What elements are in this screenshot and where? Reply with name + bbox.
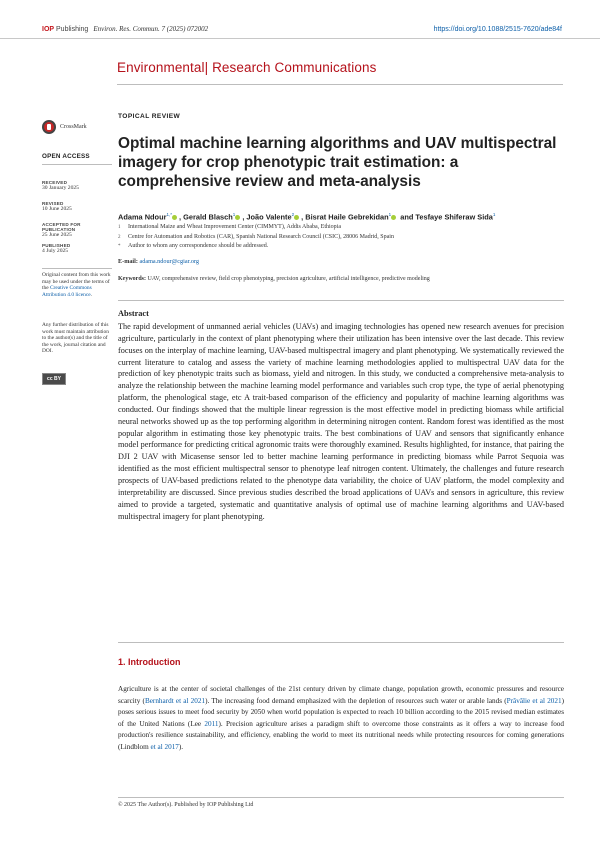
cc-by-icon[interactable]: cc BY: [42, 373, 66, 385]
crossmark-icon: [42, 120, 56, 134]
affiliations: [118, 223, 564, 252]
email-link[interactable]: adama.ndour@cgiar.org: [139, 258, 200, 265]
orcid-icon[interactable]: [391, 215, 396, 220]
keywords: Keywords: UAV, comprehensive review, field crop phenotyping, precision agriculture, artificial intelligence, predictive modeling: [118, 276, 430, 282]
abstract-heading: Abstract: [118, 309, 149, 318]
iop-publishing-logo: IOP Publishing: [42, 26, 89, 33]
license-statement: Original content from this work may be used under the terms of the Creative Commons Attribution 4.0 licence.: [42, 272, 111, 298]
history-published: PUBLISHED 4 July 2025: [42, 243, 71, 254]
affiliation: * Author to whom any correspondence should be addressed.: [118, 243, 269, 250]
article-type: TOPICAL REVIEW: [118, 113, 181, 120]
citation-link[interactable]: et al 2017: [150, 742, 179, 751]
corresponding-email: E-mail: adama.ndour@cgiar.org: [118, 258, 200, 265]
abstract-text: The rapid development of unmanned aerial vehicles (UAVs) and imaging technologies has opened new research avenues for precision agriculture, particularly in the context of plant phenotyping where their utilization has been intensive over the last decade. This review focuses on the interplay of machine learning, UAV-based multispectral imagery and plant phenotyping. We systematically reviewed the current literature to catalog and assess the variety of machine learning methodologies applied to multispectral UAV data for the prediction of key phenotypic traits such as biomass, yield and nitrogen. In this study, we conducted a comprehensive meta-analysis to analyze the relationship between the machine learning model performance and variables such crop type, the type of aerial phenotyping platform, the phenological stage, etc A trait-based comparison of the efficiency and popularity of machine learning algorithms was conducted. Our findings showed that the multiple linear regression is the most effective model in predicting biomass while artificial neural networks showed up as the top performing algorithm in determining nitrogen content. Random forest was identified as the most popular algorithm in estimating those key phenotypic traits. The best combinations of UAV and sensors that significantly enhance model performance for predicting critical agronomic traits were thoroughly examined. Results highlighted, for instance, that pairing the DJI 2 UAV with Micasense sensor led to better machine learning performance in predicting biomass while Parrot Sequoia was identified as the most efficient multispectral sensor to phenotype leaf nitrogen content. Ultimately, the challenges and future research prospects of UAV-based predictions related to the phenotype data variability, the choice of UAV platform, the model complexity and interpretability are discussed. Since previous studies described the broad applications of UAVs and sensors in agriculture, this review aimed to provide a targeted, systematic and quantitative analysis of optimal use of machine learning algorithms and UAV-based multispectral imagery for plant phenotyping.: [118, 322, 564, 521]
orcid-icon[interactable]: [235, 215, 240, 220]
section-heading-introduction: 1. Introduction: [118, 657, 181, 667]
author: Tesfaye Shiferaw Sida: [415, 212, 493, 222]
affiliation: 2 Centre for Automation and Robotics (CAR), Spanish National Research Council (CSIC), 28006 Madrid, Spain: [118, 233, 394, 240]
history-received: RECEIVED 30 January 2025: [42, 180, 79, 191]
sidebar-divider: [42, 164, 112, 165]
article-title: Optimal machine learning algorithms and UAV multispectral imagery for crop phenotypic trait estimation: a comprehensive review and meta-analysis: [118, 135, 557, 190]
distribution-statement: Any further distribution of this work must maintain attribution to the author(s) and the title of the work, journal citation and DOI.: [42, 322, 109, 355]
introduction-paragraph: Agriculture is at the center of societal challenges of the 21st century driven by climate change, population growth, economic pressures and resource scarcity (Bernhardt et al 2021). The increasing food demand emphasized with the depletion of resources such water or arable lands (Prăvălie et al 2021) poses serious issues to meet food security by 2050 when world population is expected to reach 10 billion according to the 2015 revised median estimates of the United Nations (Lee 2011). Precision agriculture arises a paradigm shift to overcome those constraints as it offers a way to increase food production's resilience sustainability, and efficiency, enabling the world to meet its nutritional needs while protecting resources for coming generations (Lindblom et al 2017).: [118, 685, 564, 751]
crossmark-badge[interactable]: CrossMark: [42, 120, 87, 134]
author: Gerald Blasch: [183, 212, 233, 222]
doi-link[interactable]: https://doi.org/10.1088/2515-7620/ade84f: [433, 26, 562, 33]
affiliation: 1 International Maize and Wheat Improvement Center (CIMMYT), Addis Ababa, Ethiopia: [118, 224, 341, 230]
orcid-icon[interactable]: [294, 215, 299, 220]
author: Adama Ndour: [118, 212, 167, 222]
journal-citation: Environ. Res. Commun. 7 (2025) 072002: [93, 25, 209, 33]
citation-link[interactable]: Bernhardt et al 2021: [144, 696, 206, 705]
license-link[interactable]: Creative Commons Attribution 4.0 licence: [42, 285, 92, 298]
running-header-left: [42, 25, 208, 34]
journal-title: Environmental| Research Communications: [117, 60, 377, 75]
author: João Valente: [246, 212, 292, 222]
sidebar-divider: [42, 268, 112, 269]
author: Bisrat Haile Gebrekidan: [305, 212, 389, 222]
open-access-label: OPEN ACCESS: [42, 153, 90, 160]
author-list: Adama Ndour$^{1,*}$ , Gerald Blasch$^1$ , João Valente$^2$ , Bisrat Haile Gebrekidan$^1$ and Tesfaye Shiferaw Sida$^1$: [118, 212, 496, 222]
history-accepted: ACCEPTED FOR PUBLICATION 25 June 2025: [42, 222, 81, 238]
footer-divider: [118, 797, 564, 798]
orcid-icon[interactable]: [172, 215, 177, 220]
journal-divider: [117, 84, 563, 85]
citation-link[interactable]: Prăvălie et al 2021: [506, 696, 562, 705]
copyright-footer: © 2025 The Author(s). Published by IOP Publishing Ltd: [118, 802, 254, 808]
history-revised: REVISED 10 June 2025: [42, 201, 72, 212]
citation-link[interactable]: 2011: [204, 719, 219, 728]
header-divider: [0, 38, 600, 39]
